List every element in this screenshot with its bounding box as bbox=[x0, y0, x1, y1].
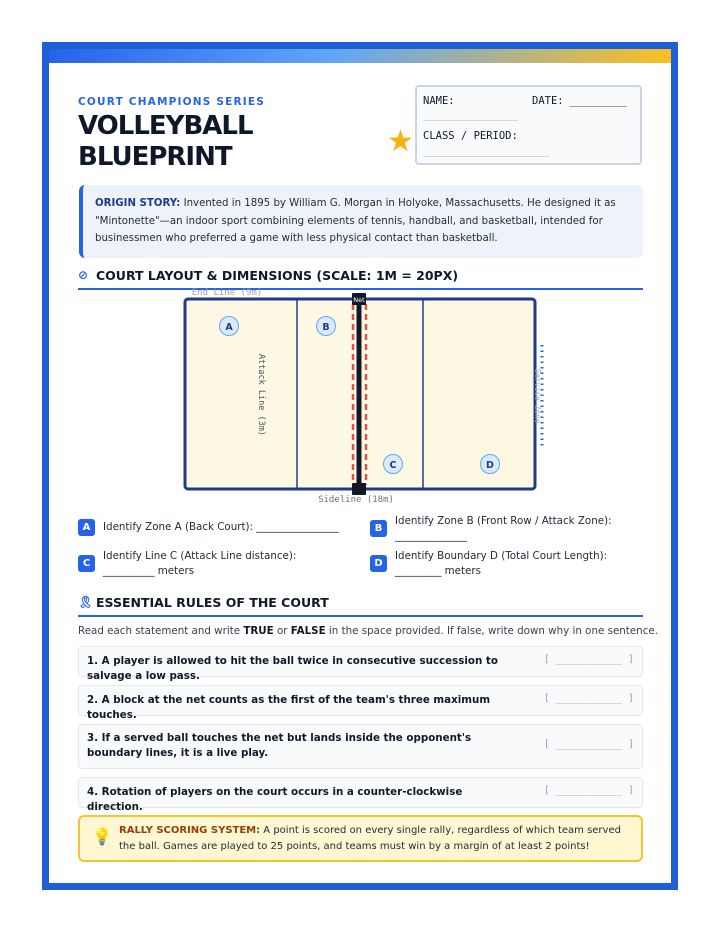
rule-4-answer[interactable]: [ ___________ ] bbox=[543, 785, 634, 796]
net-label: Net bbox=[353, 296, 365, 304]
worksheet-frame bbox=[42, 42, 678, 890]
rule-1 bbox=[78, 646, 643, 682]
origin-text: Invented in 1895 by William G. Morgan in Holyoke, Massachusetts. He designed it as "Mintonette"—an indoor sport combining elements of tennis, handball, and basketball, intended for businessmen who preferred a game with less physical contact than basketball. bbox=[95, 198, 616, 244]
rule-4 bbox=[78, 777, 643, 813]
svg-text:C: C bbox=[389, 460, 397, 471]
rules-instructions bbox=[78, 625, 658, 637]
zone-marker-b bbox=[317, 317, 336, 336]
rally-text bbox=[119, 823, 634, 854]
svg-text:A: A bbox=[225, 322, 233, 333]
intro-post: in the space provided. If false, write down why in one sentence. bbox=[325, 625, 658, 637]
badge-a: A bbox=[78, 519, 95, 536]
title-line-2: BLUEPRINT bbox=[78, 142, 232, 172]
net-bottom-post bbox=[352, 483, 366, 495]
rule-1-answer[interactable]: [ ___________ ] bbox=[543, 654, 634, 665]
intro-mid: or bbox=[273, 625, 291, 637]
rules-heading-text: ESSENTIAL RULES OF THE COURT bbox=[96, 595, 329, 610]
rule-3-text: 3. If a served ball touches the net but lands inside the opponent's boundary lines, it is a live play. bbox=[87, 732, 472, 759]
rule-2-text: 2. A block at the net counts as the first of the team's three maximum touches. bbox=[87, 694, 491, 721]
class-label: CLASS / PERIOD: bbox=[423, 130, 518, 142]
class-field[interactable]: ____________________ bbox=[423, 145, 550, 157]
compass-icon: ⊘ bbox=[78, 268, 89, 282]
zone-marker-a bbox=[220, 317, 239, 336]
attack-line-label: Attack Line (3m) bbox=[256, 354, 266, 436]
badge-c: C bbox=[78, 555, 95, 572]
court-heading-text: COURT LAYOUT & DIMENSIONS (SCALE: 1M = 20PX) bbox=[96, 268, 459, 283]
rule-2 bbox=[78, 685, 643, 721]
question-d bbox=[370, 549, 644, 579]
intro-pre: Read each statement and write bbox=[78, 625, 244, 637]
lightbulb-icon: 💡 bbox=[92, 827, 112, 846]
sideline-label: Sideline (18m) bbox=[318, 495, 394, 505]
question-a bbox=[78, 519, 348, 536]
question-b-text[interactable]: Identify Zone B (Front Row / Attack Zone): ______________ bbox=[395, 515, 612, 542]
question-c bbox=[78, 549, 348, 579]
court-diagram bbox=[49, 49, 671, 519]
name-field[interactable]: _______________ bbox=[423, 109, 518, 121]
intro-true: TRUE bbox=[243, 625, 274, 637]
ribbon-icon: 🎗 bbox=[78, 595, 94, 609]
rules-section-heading bbox=[78, 595, 643, 617]
svg-text:D: D bbox=[486, 460, 494, 471]
svg-text:B: B bbox=[322, 322, 330, 333]
rule-1-text: 1. A player is allowed to hit the ball twice in consecutive succession to salvage a low pass. bbox=[87, 655, 498, 682]
title-line-1: VOLLEYBALL bbox=[78, 111, 253, 141]
badge-b: B bbox=[370, 520, 387, 537]
rally-scoring-callout bbox=[78, 815, 643, 862]
question-b bbox=[370, 514, 644, 544]
end-line-label: End Line (9m) bbox=[191, 288, 263, 298]
star-icon: ★ bbox=[387, 124, 414, 159]
rule-3 bbox=[78, 724, 643, 769]
series-label: COURT CHAMPIONS SERIES bbox=[78, 96, 266, 108]
rule-2-answer[interactable]: [ ___________ ] bbox=[543, 693, 634, 704]
question-c-text[interactable]: Identify Line C (Attack Line distance): __________ meters bbox=[103, 550, 297, 577]
question-a-text[interactable]: Identify Zone A (Back Court): ________________ bbox=[103, 521, 339, 533]
service-zone-label: Service Zone bbox=[533, 368, 542, 424]
question-d-text[interactable]: Identify Boundary D (Total Court Length): _________ meters bbox=[395, 550, 608, 577]
rally-body: A point is scored on every single rally, regardless of which team served the ball. Games are played to 25 points, and teams must win by a margin of at least 2 points! bbox=[119, 825, 621, 852]
name-label: NAME: bbox=[423, 95, 455, 107]
date-field[interactable]: DATE: _________ bbox=[532, 95, 627, 107]
badge-d: D bbox=[370, 555, 387, 572]
rule-3-answer[interactable]: [ ___________ ] bbox=[543, 739, 634, 750]
origin-label: ORIGIN STORY: bbox=[95, 198, 181, 209]
zone-marker-c bbox=[384, 455, 403, 474]
rule-4-text: 4. Rotation of players on the court occurs in a counter-clockwise direction. bbox=[87, 786, 463, 813]
zone-marker-d bbox=[481, 455, 500, 474]
rally-label: RALLY SCORING SYSTEM: bbox=[119, 825, 261, 836]
intro-false: FALSE bbox=[290, 625, 326, 637]
